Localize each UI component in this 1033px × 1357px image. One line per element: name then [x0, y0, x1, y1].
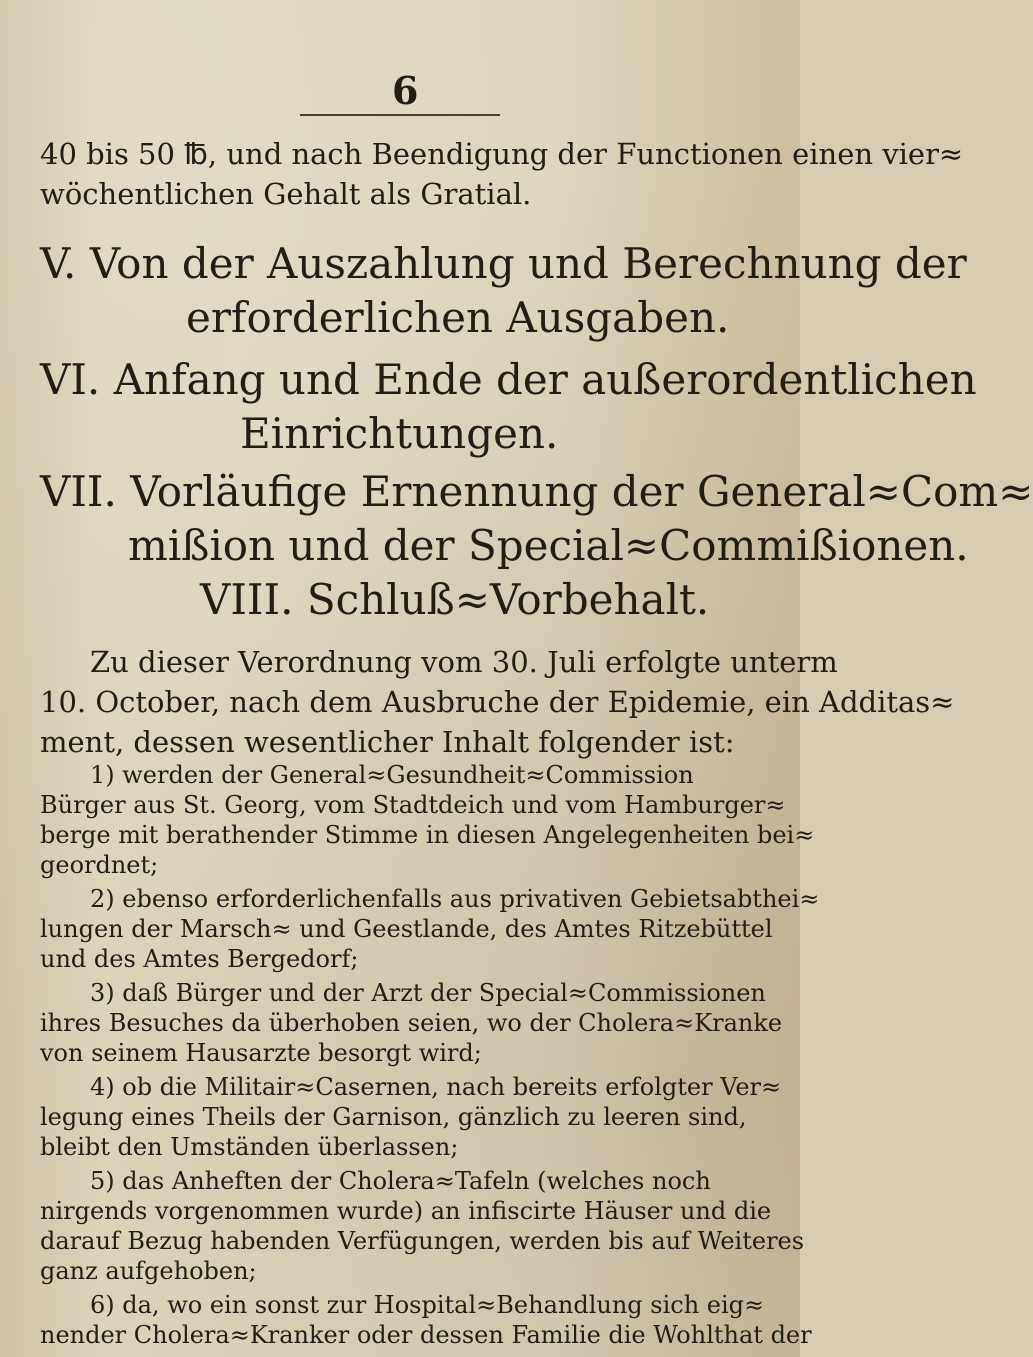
section-vii-title-line-2: mißion und der Special≈Commißionen.	[128, 521, 969, 570]
header-rule	[300, 114, 500, 116]
item-3-line-3: von seinem Hausarzte besorgt wird;	[40, 1039, 482, 1067]
section-viii-title-line-1: Schluß≈Vorbehalt.	[306, 575, 710, 624]
item-4-line-1: 4) ob die Militair≈Casernen, nach bereits erfolgter Ver≈	[90, 1073, 782, 1101]
section-v-numeral: V.	[40, 239, 77, 288]
continuation-line-2: wöchentlichen Gehalt als Gratial.	[40, 177, 532, 211]
item-1-line-2: Bürger aus St. Georg, vom Stadtdeich und vom Hamburger≈	[40, 791, 786, 819]
section-vi-numeral: VI.	[40, 355, 101, 404]
item-3-line-1: 3) daß Bürger und der Arzt der Special≈Commissionen	[90, 979, 766, 1007]
item-5-line-2: nirgends vorgenommen wurde) an infiscirte Häuser und die	[40, 1197, 772, 1225]
section-vii-title-line-1: Vorläufige Ernennung der General≈Com≈	[130, 467, 1033, 516]
intro-line-3: ment, dessen wesentlicher Inhalt folgender ist:	[40, 725, 735, 759]
item-1-line-4: geordnet;	[40, 851, 159, 879]
item-1-line-1: 1) werden der General≈Gesundheit≈Commission	[90, 761, 694, 789]
section-v-title-line-2: erforderlichen Ausgaben.	[186, 293, 730, 342]
section-viii-heading	[200, 572, 709, 628]
item-4-line-2: legung eines Theils der Garnison, gänzlich zu leeren sind,	[40, 1103, 747, 1131]
section-vi-title-line-2: Einrichtungen.	[240, 409, 559, 458]
item-2-line-1: 2) ebenso erforderlichenfalls aus privativen Gebietsabthei≈	[90, 885, 820, 913]
section-vii-numeral: VII.	[40, 467, 117, 516]
intro-line-2: 10. October, nach dem Ausbruche der Epidemie, ein Additas≈	[40, 685, 955, 719]
item-2-line-3: und des Amtes Bergedorf;	[40, 945, 359, 973]
intro-line-1: Zu dieser Verordnung vom 30. Juli erfolgte unterm	[90, 645, 838, 679]
item-5-line-3: darauf Bezug habenden Verfügungen, werden bis auf Weiteres	[40, 1227, 805, 1255]
item-3-line-2: ihres Besuches da überhoben seien, wo der Cholera≈Kranke	[40, 1009, 783, 1037]
continuation-line-1: 40 bis 50 ℔, und nach Beendigung der Functionen einen vier≈	[40, 137, 964, 171]
section-vi-title-line-1: Anfang und Ende der außerordentlichen	[113, 355, 977, 404]
item-6-line-1: 6) da, wo ein sonst zur Hospital≈Behandlung sich eig≈	[90, 1291, 765, 1319]
item-2-line-2: lungen der Marsch≈ und Geestlande, des Amtes Ritzebüttel	[40, 915, 773, 943]
item-5-line-1: 5) das Anheften der Cholera≈Tafeln (welches noch	[90, 1167, 711, 1195]
item-1-line-3: berge mit berathender Stimme in diesen Angelegenheiten bei≈	[40, 821, 815, 849]
item-4-line-3: bleibt den Umständen überlassen;	[40, 1133, 459, 1161]
section-viii-numeral: VIII.	[200, 575, 294, 624]
item-6-line-2: nender Cholera≈Kranker oder dessen Familie die Wohlthat der	[40, 1321, 812, 1349]
section-v-title-line-1: Von der Auszahlung und Berechnung der	[89, 239, 967, 288]
item-5-line-4: ganz aufgehoben;	[40, 1257, 257, 1285]
page-number: 6	[392, 68, 419, 113]
section-v-heading	[40, 236, 967, 292]
section-vii-heading	[40, 464, 1033, 520]
section-vi-heading	[40, 352, 977, 408]
